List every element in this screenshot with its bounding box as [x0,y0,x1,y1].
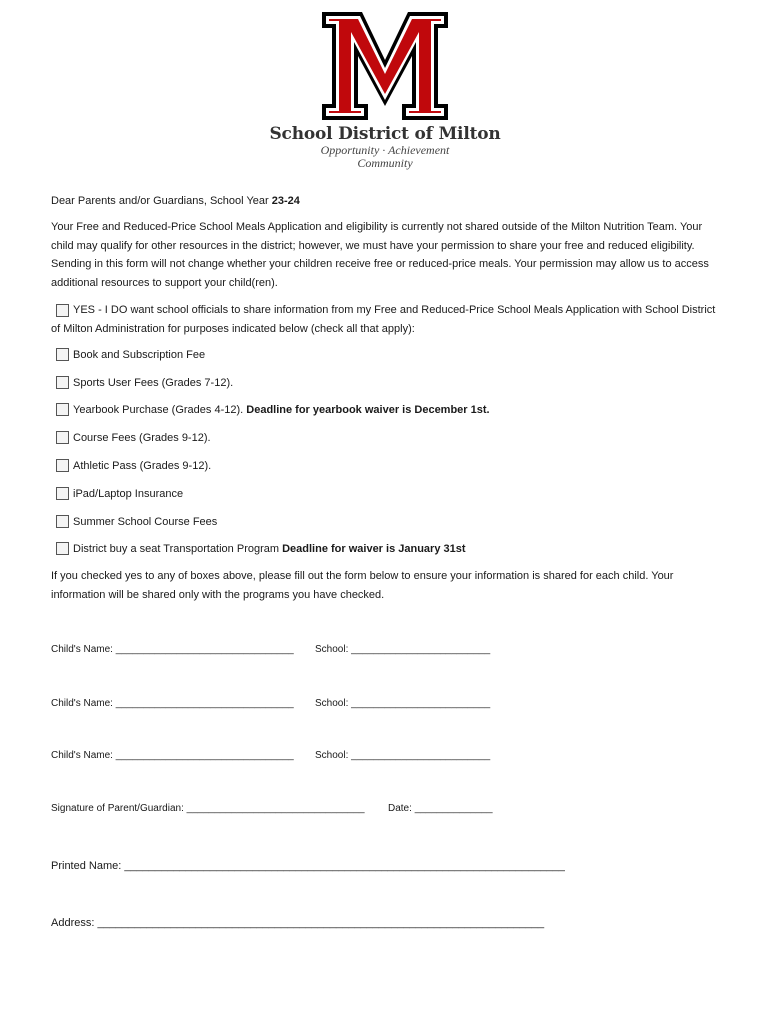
field-blank[interactable]: ________________________________________________________________________ [124,860,565,872]
consent-line: of Milton Administration for purposes indicated below (check all that apply): [51,322,415,335]
printed-name-field[interactable] [51,860,565,872]
greeting [51,192,751,211]
consent-paragraph [51,301,751,338]
m-logo-icon [320,10,450,122]
school-field-2[interactable] [315,698,490,709]
instructions-line: information will be shared only with the programs you have checked. [51,588,385,601]
field-label: Date: [388,803,415,814]
intro-line: Sending in this form will not change whether your children receive free or reduced-price meals. Your permission may allow us to access [51,258,709,270]
checkbox[interactable] [56,542,69,555]
school-field-1[interactable] [315,644,490,655]
option-label: Sports User Fees (Grades 7-12). [73,376,234,389]
option-book-fee[interactable] [56,348,205,361]
checkbox[interactable] [56,515,69,528]
field-label: Address: [51,917,98,929]
field-blank[interactable]: ______________ [414,803,493,814]
address-field[interactable] [51,917,544,929]
field-blank[interactable]: _________________________ [351,644,491,655]
checkbox[interactable] [56,376,69,389]
option-label: Yearbook Purchase (Grades 4-12). [73,403,244,416]
checkbox[interactable] [56,487,69,500]
field-label: Child's Name: [51,750,116,761]
checkbox[interactable] [56,431,69,444]
field-blank[interactable]: ________________________________ [115,698,294,709]
child-name-field-3[interactable] [51,750,294,761]
motto-line-2: Community [357,156,413,170]
checkbox[interactable] [56,459,69,472]
instructions-paragraph [51,567,751,604]
option-ipad-insurance[interactable] [56,487,183,500]
field-label: Printed Name: [51,860,125,872]
field-label: Child's Name: [51,644,116,655]
field-label: Child's Name: [51,698,116,709]
option-label: District buy a seat Transportation Program [73,542,280,555]
field-blank[interactable]: ________________________________ [115,750,294,761]
date-field[interactable] [388,803,493,814]
instructions-line: If you checked yes to any of boxes above, please fill out the form below to ensure your information is shared for each child. Your [51,570,674,582]
child-name-field-1[interactable] [51,644,294,655]
intro-line: child may qualify for other resources in the district; however, we must have your permission to share your free and reduced eligibility. [51,239,695,252]
signature-field[interactable] [51,803,365,814]
consent-checkbox[interactable] [56,304,69,317]
option-label: Course Fees (Grades 9-12). [73,431,211,444]
option-summer-school[interactable] [56,515,217,528]
field-blank[interactable]: _________________________ [351,698,491,709]
district-name: School District of Milton [269,124,501,144]
field-blank[interactable]: _________________________________________________________________________ [97,917,545,929]
field-label: School: [315,750,352,761]
greeting-text: Dear Parents and/or Guardians, School Year [51,195,272,207]
option-sports-fees[interactable] [56,376,233,389]
field-label: Signature of Parent/Guardian: [51,803,187,814]
school-field-3[interactable] [315,750,490,761]
option-deadline: Deadline for yearbook waiver is December 1st. [246,403,490,416]
checkbox[interactable] [56,348,69,361]
motto-line-1: Opportunity · Achievement [320,143,450,157]
option-label: Summer School Course Fees [73,515,218,528]
option-athletic-pass[interactable] [56,459,211,472]
child-name-field-2[interactable] [51,698,294,709]
option-label: Book and Subscription Fee [73,348,206,361]
field-blank[interactable]: ________________________________ [115,644,294,655]
option-yearbook[interactable] [56,403,490,416]
field-label: School: [315,698,352,709]
district-logo [260,10,510,180]
option-label: iPad/Laptop Insurance [73,487,184,500]
intro-line: Your Free and Reduced-Price School Meals Application and eligibility is currently not shared outside of the Milton Nutrition Team. Your [51,221,703,233]
consent-line: YES - I DO want school officials to share information from my Free and Reduced-Price School Meals Application with School District [73,304,716,316]
checkbox[interactable] [56,403,69,416]
option-transportation[interactable] [56,542,466,555]
field-blank[interactable]: ________________________________ [186,803,365,814]
option-label: Athletic Pass (Grades 9-12). [73,459,212,472]
field-blank[interactable]: _________________________ [351,750,491,761]
school-year: 23-24 [271,195,300,207]
field-label: School: [315,644,352,655]
intro-line: additional resources to support your child(ren). [51,276,278,289]
option-course-fees[interactable] [56,431,211,444]
option-deadline: Deadline for waiver is January 31st [282,542,466,555]
intro-paragraph [51,218,751,292]
